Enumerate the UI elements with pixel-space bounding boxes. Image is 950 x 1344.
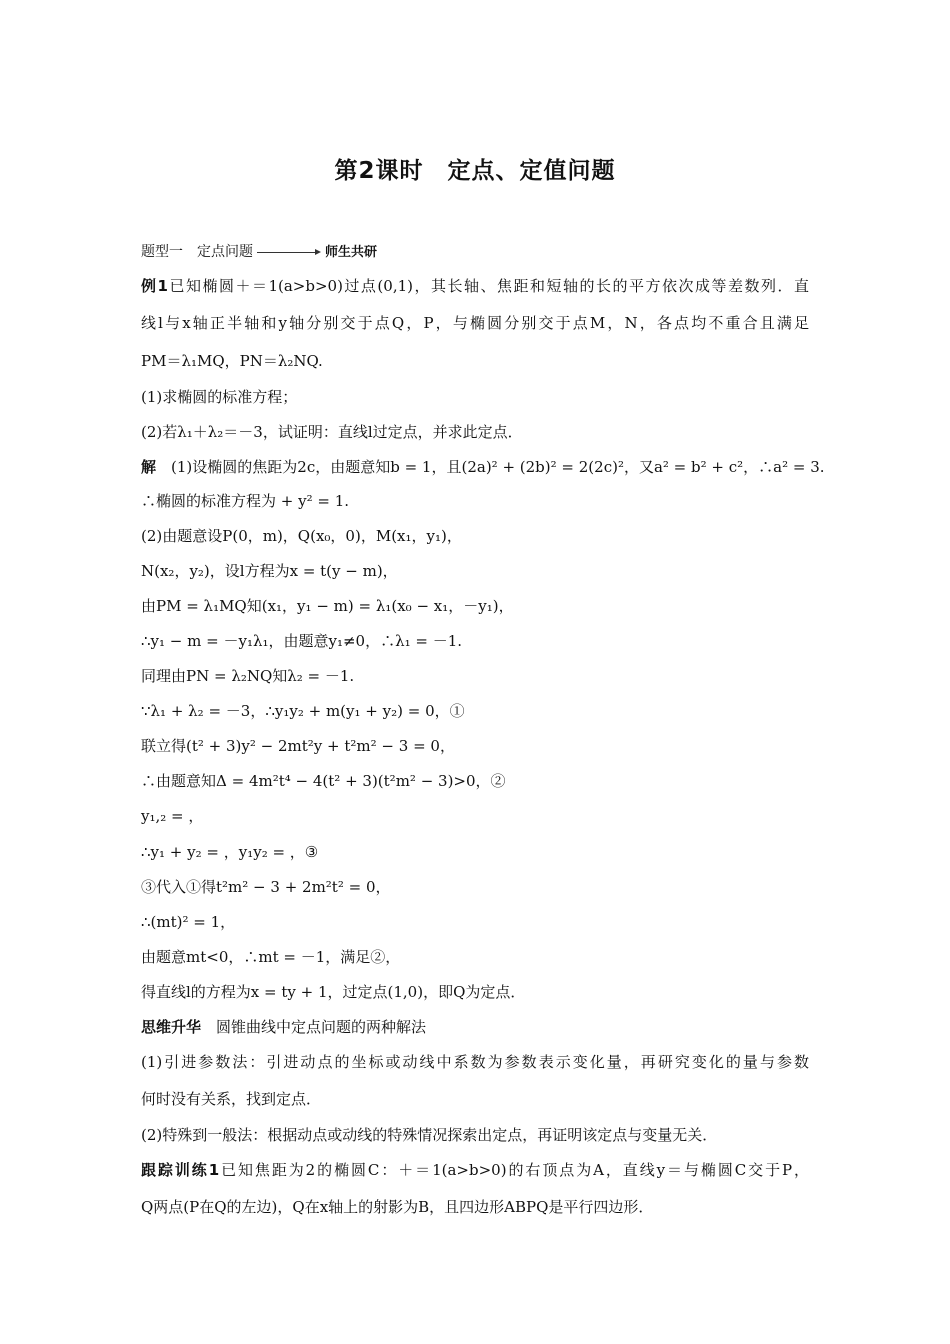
solution-line: 同理由PN = λ₂NQ知λ₂ = －1.	[141, 667, 355, 685]
solution-line: 联立得(t² + 3)y² − 2mt²y + t²m² − 3 = 0，	[141, 737, 455, 755]
example-line: 例1已知椭圆＋＝1(a>b>0)过点(0,1)，其长轴、焦距和短轴的长的平方依次成等差数列．直	[141, 277, 810, 295]
summary-line: 何时没有关系，找到定点．	[141, 1090, 322, 1108]
arrow-right-icon	[257, 252, 319, 253]
solution-line: 解 (1)设椭圆的焦距为2c，由题意知b = 1，且(2a)² + (2b)² = 2(2c)²，又a² = b² + c²，∴a² = 3.	[141, 458, 825, 476]
summary-heading: 思维升华 圆锥曲线中定点问题的两种解法	[141, 1018, 427, 1036]
example-line: 线l与x轴正半轴和y轴分别交于点Q，P，与椭圆分别交于点M，N，各点均不重合且满足	[141, 314, 809, 332]
page-title	[0, 152, 950, 185]
solution-line: N(x₂，y₂)，设l方程为x = t(y − m)，	[141, 562, 398, 580]
example-line: (1)求椭圆的标准方程；	[141, 388, 298, 406]
solution-line: y₁,₂ = ，	[141, 807, 204, 825]
solution-line: 由题意mt<0，∴mt = －1，满足②，	[141, 948, 401, 966]
example-label: 例1	[141, 277, 168, 295]
section-label: 题型一 定点问题	[141, 244, 253, 260]
lesson-number: 第2课时	[334, 158, 424, 184]
solution-line: ∵λ₁ + λ₂ = －3，∴y₁y₂ + m(y₁ + y₂) = 0，①	[141, 702, 465, 720]
section-header	[141, 242, 377, 263]
solution-line: ∴y₁ − m = －y₁λ₁，由题意y₁≠0，∴λ₁ = －1.	[141, 632, 463, 650]
solution-line: ∴椭圆的标准方程为 + y² = 1.	[141, 492, 350, 510]
summary-line: (2)特殊到一般法：根据动点或动线的特殊情况探索出定点，再证明该定点与变量无关．	[141, 1126, 718, 1144]
solution-line: ∴(mt)² = 1，	[141, 913, 236, 931]
example-line: (2)若λ₁＋λ₂＝－3，试证明：直线l过定点，并求此定点．	[141, 423, 523, 441]
summary-line: (1)引进参数法：引进动点的坐标或动线中系数为参数表示变化量，再研究变化的量与参数	[141, 1053, 809, 1071]
solution-line: (2)由题意设P(0，m)，Q(x₀，0)，M(x₁，y₁)，	[141, 527, 462, 545]
solution-line: 由PM = λ₁MQ知(x₁，y₁ − m) = λ₁(x₀ − x₁，－y₁)，	[141, 597, 514, 615]
practice-label: 跟踪训练1	[141, 1161, 220, 1179]
solution-line: 得直线l的方程为x = ty + 1，过定点(1,0)，即Q为定点．	[141, 983, 526, 1001]
solution-line: ③代入①得t²m² − 3 + 2m²t² = 0，	[141, 878, 391, 896]
lesson-topic: 定点、定值问题	[447, 158, 616, 184]
solution-label: 解	[141, 458, 157, 476]
section-tag: 师生共研	[325, 245, 378, 260]
summary-label: 思维升华	[141, 1018, 202, 1036]
practice-line: 跟踪训练1已知焦距为2的椭圆C：＋＝1(a>b>0)的右顶点为A，直线y＝与椭圆C交于P，	[141, 1161, 810, 1179]
practice-line: Q两点(P在Q的左边)，Q在x轴上的射影为B，且四边形ABPQ是平行四边形．	[141, 1198, 654, 1216]
solution-line: ∴由题意知Δ = 4m²t⁴ − 4(t² + 3)(t²m² − 3)>0，②	[141, 772, 506, 790]
solution-line: ∴y₁ + y₂ = ，y₁y₂ = ，③	[141, 843, 319, 861]
example-line: PM＝λ₁MQ，PN＝λ₂NQ.	[141, 352, 323, 370]
